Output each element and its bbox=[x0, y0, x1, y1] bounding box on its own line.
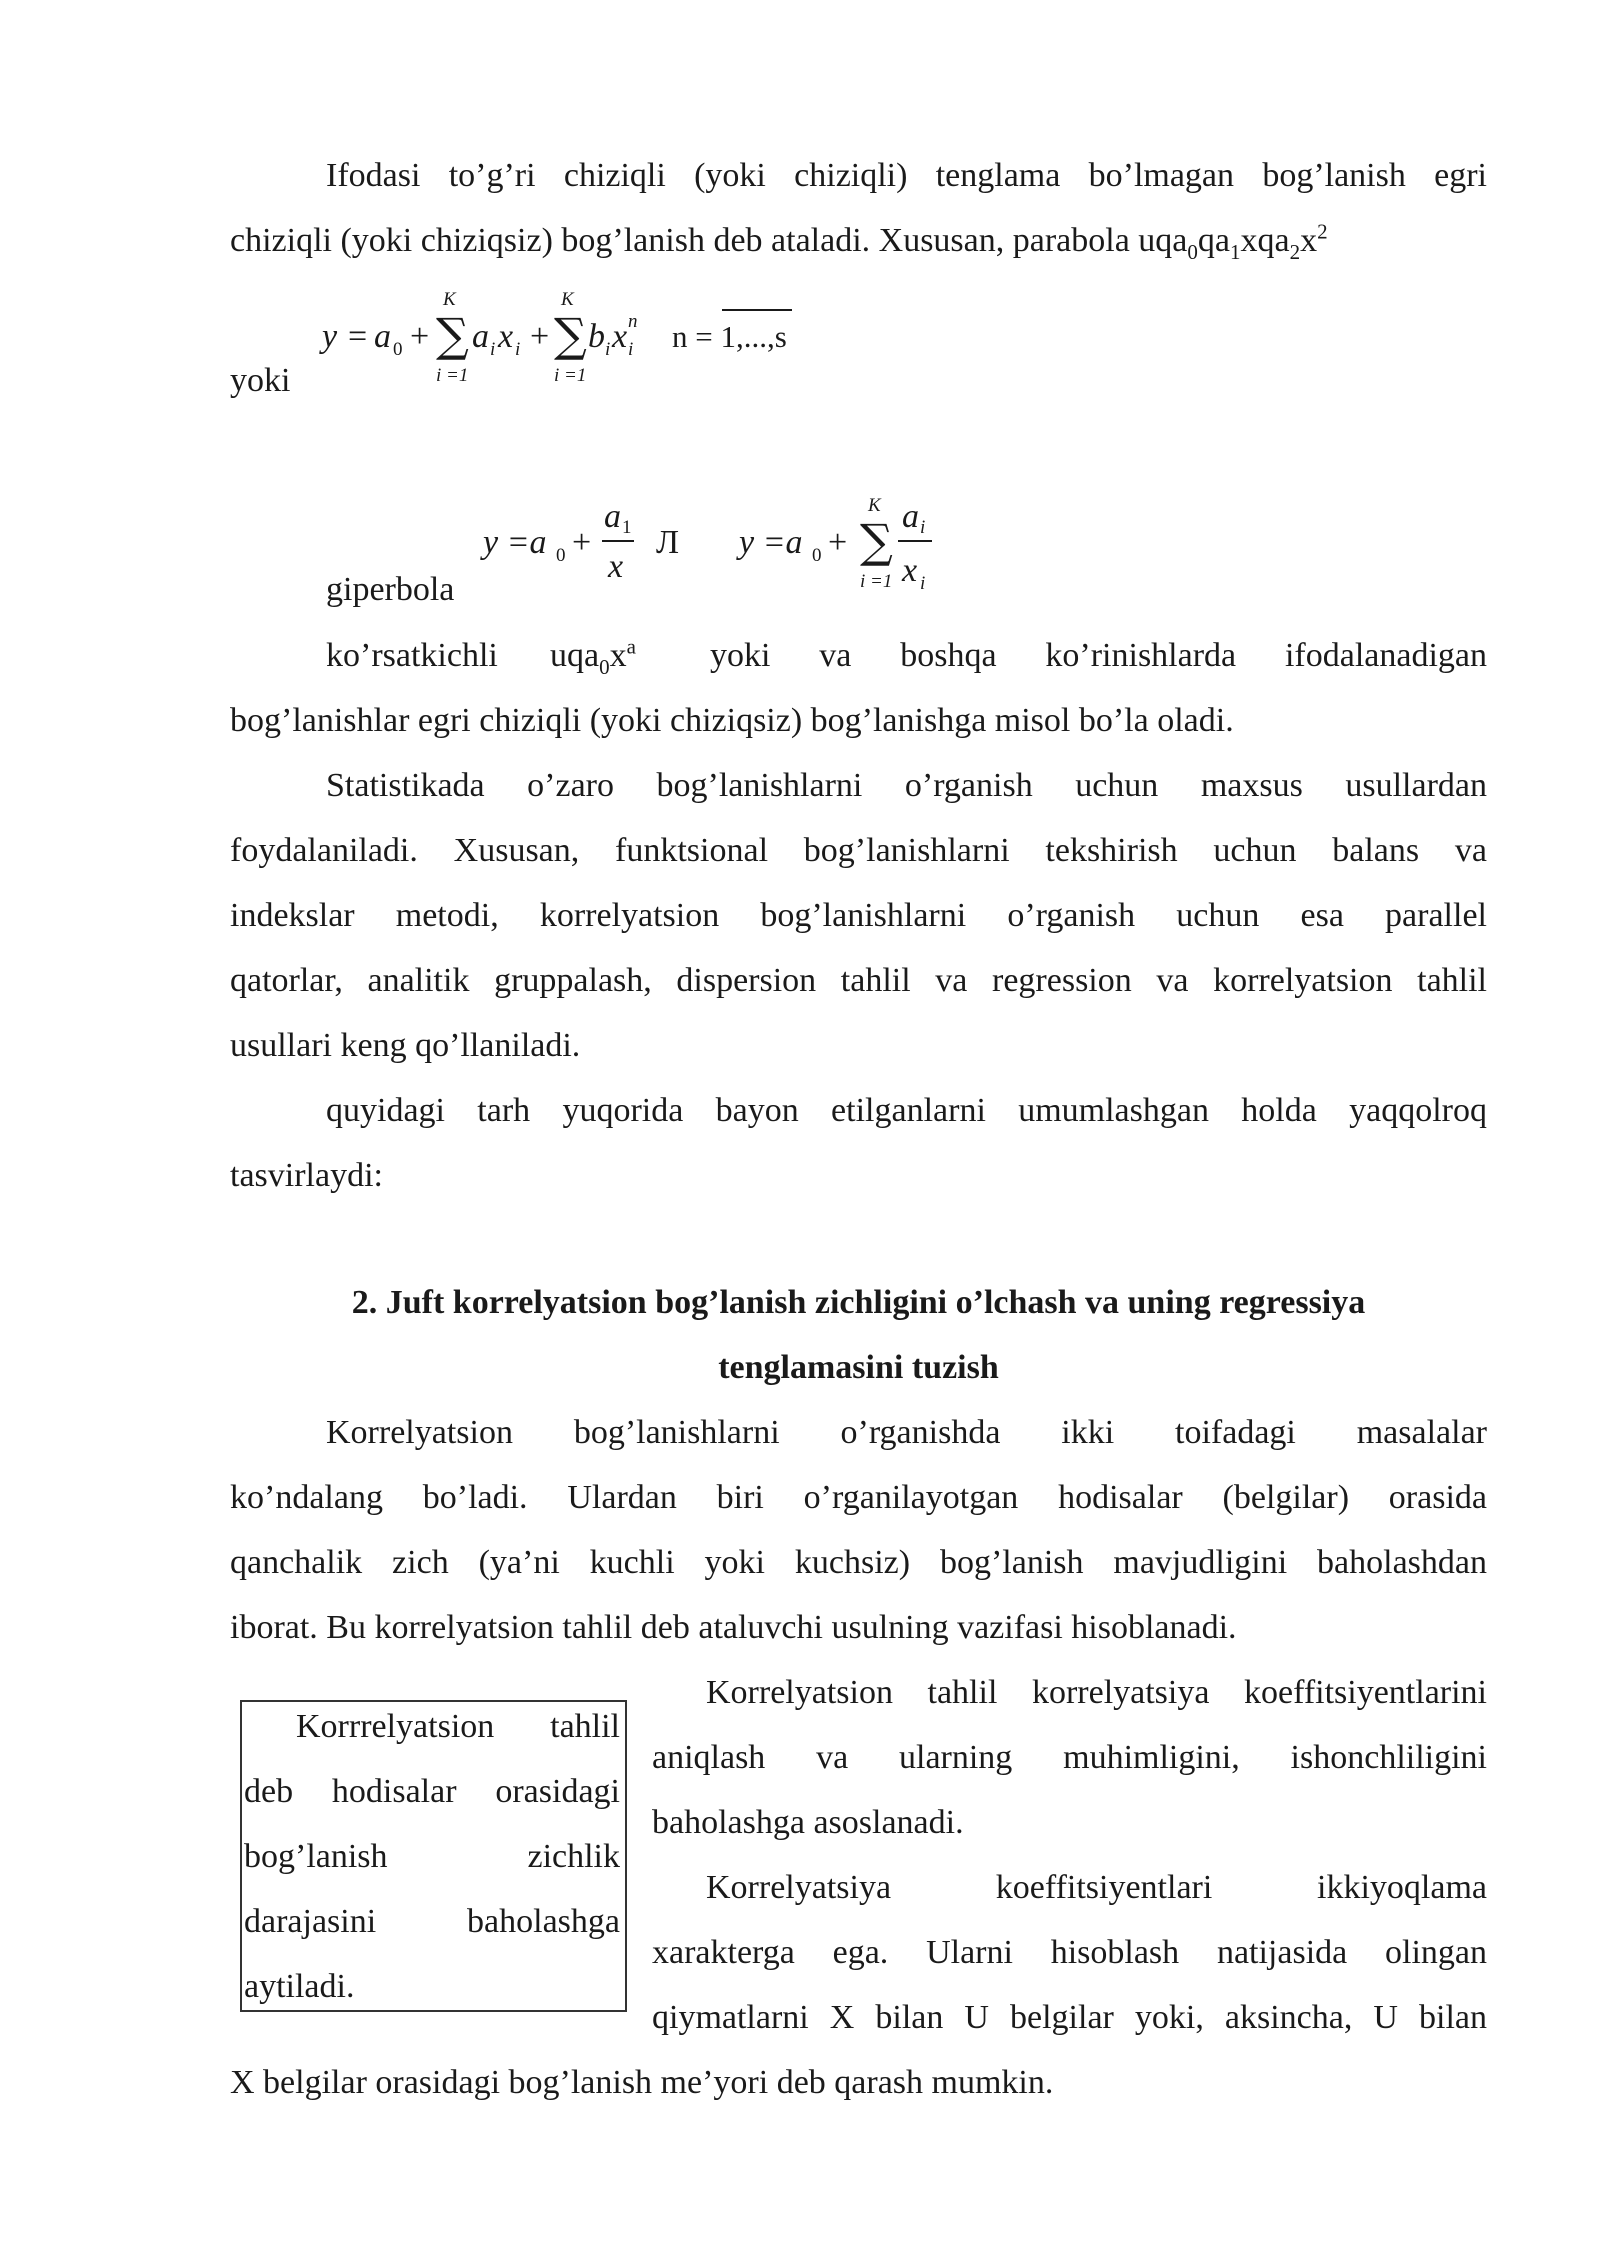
paragraph-line: iborat. Bu korrelyatsion tahlil deb ataluvchi usulning vazifasi hisoblanadi. bbox=[230, 1609, 1237, 1646]
box-line: bog’lanish zichlik bbox=[244, 1838, 620, 1875]
paragraph-line: Korrelyatsiya koeffitsiyentlari ikkiyoqlama bbox=[706, 1869, 1487, 1906]
section-heading: tenglamasini tuzish bbox=[718, 1349, 999, 1386]
paragraph-line: bog’lanishlar egri chiziqli (yoki chiziqsiz) bog’lanishga misol bo’la oladi. bbox=[230, 702, 1234, 739]
section-heading: 2. Juft korrelyatsion bog’lanish zichligini o’lchash va uning regressiya bbox=[351, 1284, 1366, 1321]
yoki-label: yoki bbox=[230, 362, 291, 399]
document-page: Ifodasi to’g’ri chiziqli (yoki chiziqli) tenglama bo’lmagan bog’lanish egri chiziqli (yoki chiziqsiz) bog’lanish deb ataladi. Xususan, parabola $uqa_0qa_1xqa_2x^2$ y = a 0 + K ∑ i =1 a i x i + K ∑ i =1 b i x n i n = 1,...,s yoki y =a 0 + a 1 x Л y =a 0 + K ∑ i =1 a i x i giperbola ko’rsatkichli $uqa_0x^a$ yoki va boshqa ko’rinishlarda ifodalanadigan bog’lanishlar egri chiziqli (yoki chiziqsiz) bog’lanishga misol bo’la oladi. Statistikada o’zaro bog’lanishlarni o’rganish uchun maxsus usullardan foydalaniladi. Xususan, funktsional bog’lanishlarni tekshirish uchun balans va indekslar metodi, korrelyatsion bog’lanishlarni o’rganish uchun esa parallel qatorlar, analitik gruppalash, dispersion tahlil va regression va korrelyatsion tahlil usullari keng qo’llaniladi. quyidagi tarh yuqorida bayon etilganlarni umumlashgan holda yaqqolroq tasvirlaydi: 2. Juft korrelyatsion bog’lanish zichligini o’lchash va uning regressiya tenglamasini tuzish Korrelyatsion bog’lanishlarni o’rganishda ikki toifadagi masalalar ko’ndalang bo’ladi. Ulardan biri o’rganilayotgan hodisalar (belgilar) orasida qanchalik zich (ya’ni kuchli yoki kuchsiz) bog’lanish mavjudligini baholashdan iborat. Bu korrelyatsion tahlil deb ataluvchi usulning vazifasi hisoblanadi. Korrrelyatsion tahlil deb hodisalar orasidagi bog’lanish zichlik darajasini baholashga aytiladi. Korrelyatsion tahlil korrelyatsiya koeffitsiyentlarini aniqlash va ularning muhimligini, ishonchliligini baholashga asoslanadi. Korrelyatsiya koeffitsiyentlari ikkiyoqlama xarakterga ega. Ularni hisoblash natijasida olingan qiymatlarni X bilan U belgilar yoki, aksincha, U bilan X belgilar orasidagi bog’lanish me’yori deb qarash mumkin. bbox=[230, 157, 1487, 2101]
box-line: deb hodisalar orasidagi bbox=[244, 1773, 620, 1810]
box-line: Korrrelyatsion tahlil bbox=[296, 1708, 620, 1745]
paragraph-line: X belgilar orasidagi bog’lanish me’yori deb qarash mumkin. bbox=[230, 2064, 1054, 2101]
overline bbox=[722, 309, 792, 311]
paragraph-line: baholashga asoslanadi. bbox=[652, 1804, 964, 1841]
fraction-bar bbox=[898, 540, 932, 542]
paragraph-line: usullari keng qo’llaniladi. bbox=[230, 1027, 581, 1064]
giperbola-label: giperbola bbox=[326, 571, 455, 608]
paragraph-line: chiziqli (yoki chiziqsiz) bog’lanish deb ataladi. Xususan, parabola $uqa_0qa_1xqa_2x^2$ bbox=[230, 219, 1328, 264]
sigma-symbol: ∑ bbox=[554, 308, 587, 362]
paragraph-line: qatorlar, analitik gruppalash, dispersion tahlil va regression va korrelyatsion tahlil bbox=[230, 962, 1487, 999]
paragraph-line: ko’rsatkichli $uqa_0x^a$ yoki va boshqa ko’rinishlarda ifodalanadigan bbox=[326, 634, 1487, 679]
paragraph-line: Ifodasi to’g’ri chiziqli (yoki chiziqli) tenglama bo’lmagan bog’lanish egri bbox=[326, 157, 1487, 194]
box-line: darajasini baholashga bbox=[244, 1903, 620, 1940]
paragraph-line: xarakterga ega. Ularni hisoblash natijasida olingan bbox=[652, 1934, 1487, 1971]
fraction-bar bbox=[602, 540, 634, 542]
sigma-symbol: ∑ bbox=[860, 514, 893, 568]
paragraph-line: Statistikada o’zaro bog’lanishlarni o’rganish uchun maxsus usullardan bbox=[326, 767, 1487, 804]
paragraph-line: tasvirlaydi: bbox=[230, 1157, 383, 1194]
paragraph-line: ko’ndalang bo’ladi. Ulardan biri o’rganilayotgan hodisalar (belgilar) orasida bbox=[230, 1479, 1487, 1516]
paragraph-line: quyidagi tarh yuqorida bayon etilganlarni umumlashgan holda yaqqolroq bbox=[326, 1092, 1487, 1129]
paragraph-line: indekslar metodi, korrelyatsion bog’lanishlarni o’rganish uchun esa parallel bbox=[230, 897, 1487, 934]
paragraph-line: aniqlash va ularning muhimligini, ishonchliligini bbox=[652, 1739, 1487, 1776]
paragraph-line: foydalaniladi. Xususan, funktsional bog’lanishlarni tekshirish uchun balans va bbox=[230, 832, 1487, 869]
sigma-symbol: ∑ bbox=[436, 308, 469, 362]
paragraph-line: Korrelyatsion bog’lanishlarni o’rganishda ikki toifadagi masalalar bbox=[326, 1414, 1487, 1451]
paragraph-line: Korrelyatsion tahlil korrelyatsiya koeffitsiyentlarini bbox=[706, 1674, 1487, 1711]
paragraph-line: qiymatlarni X bilan U belgilar yoki, aksincha, U bilan bbox=[652, 1999, 1487, 2036]
box-line: aytiladi. bbox=[244, 1968, 355, 2005]
paragraph-line: qanchalik zich (ya’ni kuchli yoki kuchsiz) bog’lanish mavjudligini baholashdan bbox=[230, 1544, 1487, 1581]
